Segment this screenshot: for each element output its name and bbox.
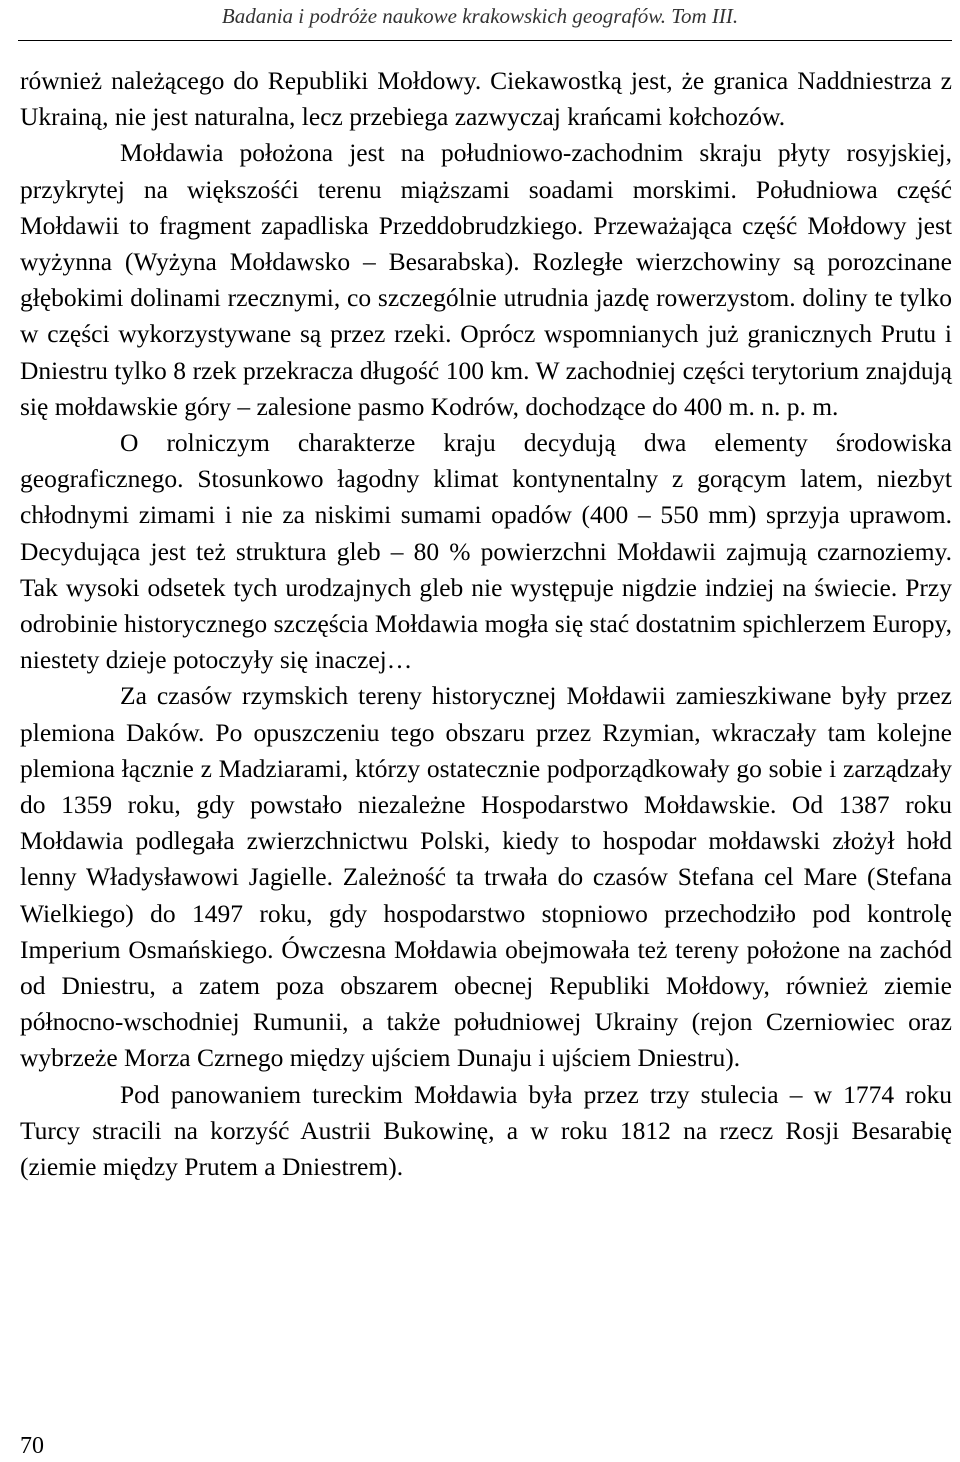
paragraph-3: O rolniczym charakterze kraju decydują dwa elementy środowiska geograficznego. Stosunkowo łagodny klimat kontynentalny z gorącym latem, niezbyt chłodnymi zimami i nie za niskimi sumami opadów (400 – 550 mm) sprzyja uprawom. Decydująca jest też struktura gleb – 80 % powierzchni Mołdawii zajmują czarnoziemy. Tak wysoki odsetek tych urodzajnych gleb nie występuje nigdzie indziej na świecie. Przy odrobinie historycznego szczęścia Mołdawia mogła się stać dostatnim spichlerzem Europy, niestety dzieje potoczyły się inaczej…	[20, 428, 952, 675]
header-divider	[18, 40, 952, 41]
paragraph-2: Mołdawia położona jest na południowo-zachodnim skraju płyty rosyjskiej, przykrytej na większośći terenu miąższami soadami morskimi. Południowa część Mołdawii to fragment zapadliska Przeddobrudzkiego. Przeważająca część Mołdowy jest wyżynna (Wyżyna Mołdawsko – Besarabska). Rozległe wierzchowiny są porozcinane głębokimi dolinami rzecznymi, co szczególnie utrudnia jazdę rowerzystom. doliny te tylko w części wykorzystywane są przez rzeki. Oprócz wspomnianych już granicznych Prutu i Dniestru tylko 8 rzek przekracza długość 100 km. W zachodniej części terytorium znajdują się mołdawskie góry – zalesione pasmo Kodrów, dochodzące do 400 m. n. p. m.	[20, 138, 952, 421]
paragraph-4: Za czasów rzymskich tereny historycznej Mołdawii zamieszkiwane były przez plemiona Daków. Po opuszczeniu tego obszaru przez Rzymian, wkraczały tam kolejne plemiona łącznie z Madziarami, którzy ostatecznie podporządkowały go sobie i zarządzały do 1359 roku, gdy powstało niezależne Hospodarstwo Mołdawskie. Od 1387 roku Mołdawia podlegała zwierzchnictwu Polski, kiedy to hospodar mołdawski złożył hołd lenny Władysławowi Jagielle. Zależność ta trwała do czasów Stefana cel Mare (Stefana Wielkiego) do 1497 roku, gdy hospodarstwo stopniowo przechodziło pod kontrolę Imperium Osmańskiego. Ówczesna Mołdawia obejmowała też tereny położone na zachód od Dniestru, a zatem poza obszarem obecnej Republiki Mołdowy, również ziemie północno-wschodniej Rumunii, a także południowej Ukrainy (rejon Czerniowiec oraz wybrzeże Morza Czrnego między ujściem Dunaju i ujściem Dniestru).	[20, 681, 952, 1073]
running-header: Badania i podróże naukowe krakowskich geografów. Tom III.	[221, 4, 739, 28]
page-body	[20, 63, 952, 1185]
page-number: 70	[20, 1433, 44, 1459]
paragraph-1: również należącego do Republiki Mołdowy. Ciekawostką jest, że granica Naddniestrza z Ukrainą, nie jest naturalna, lecz przebiega zazwyczaj krańcami kołchozów.	[20, 66, 952, 132]
paragraph-5: Pod panowaniem tureckim Mołdawia była przez trzy stulecia – w 1774 roku Turcy stracili na korzyść Austrii Bukowinę, a w roku 1812 na rzecz Rosji Besarabię (ziemie między Prutem a Dniestrem).	[20, 1079, 952, 1182]
